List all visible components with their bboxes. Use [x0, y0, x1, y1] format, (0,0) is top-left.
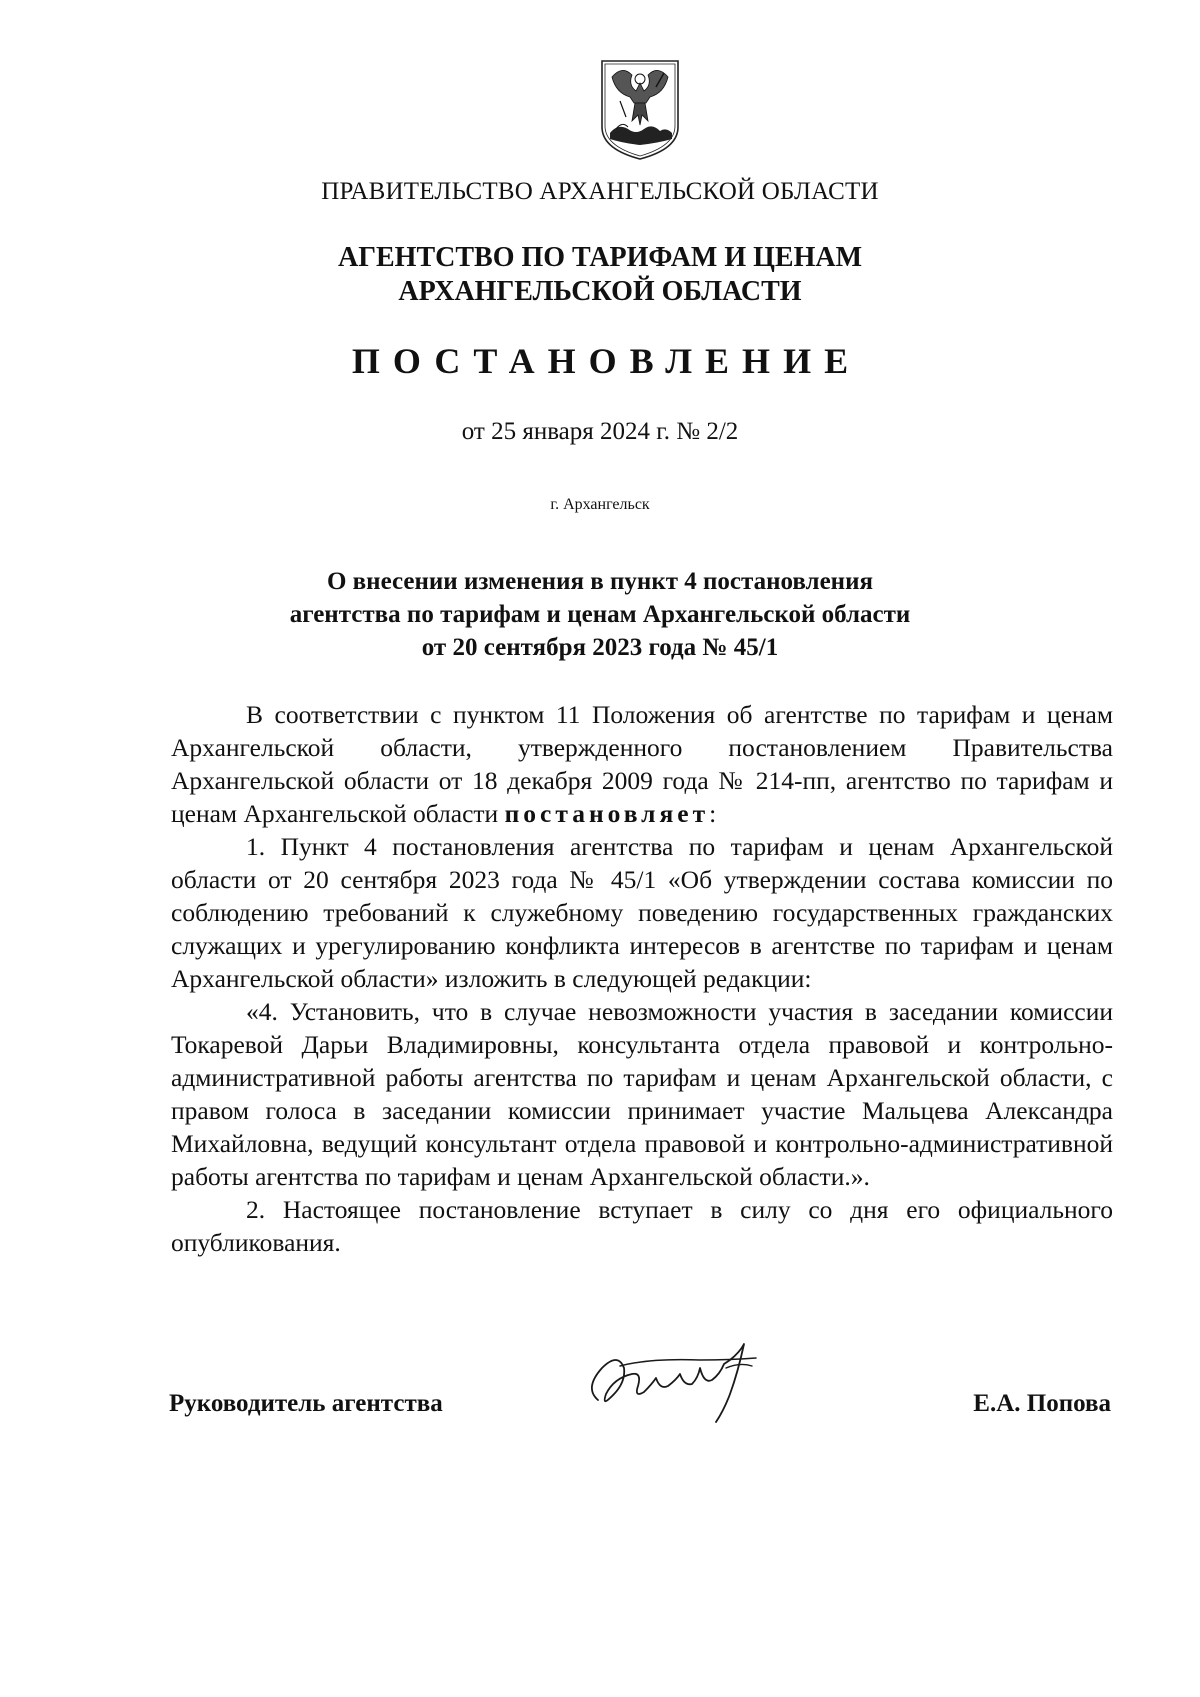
body-paragraph-2: 1. Пункт 4 постановления агентства по тарифам и ценам Архангельской области от 20 сентября 2023 года № 45/1 «Об утверждении состава комиссии по соблюдению требований к служебному поведению государственных гражданских служащих и урегулированию конфликта интересов в агентстве по тарифам и ценам Архангельской области» изложить в следующей редакции:	[171, 832, 1113, 993]
subject-line1: О внесении изменения в пункт 4 постановления	[326, 568, 873, 595]
signatory-title: Руководитель агентства	[169, 1390, 443, 1417]
body-paragraph-4: 2. Настоящее постановление вступает в силу со дня его официального опубликования.	[171, 1195, 1113, 1257]
government-name: ПРАВИТЕЛЬСТВО АРХАНГЕЛЬСКОЙ ОБЛАСТИ	[321, 178, 879, 205]
body-paragraph-1	[171, 698, 1113, 830]
document-body	[171, 698, 1113, 1259]
document-date-number: от 25 января 2024 г. № 2/2	[461, 418, 739, 445]
signatory-name: Е.А. Попова	[973, 1390, 1111, 1417]
document-subject	[0, 565, 1200, 664]
resolution-keyword: постановляет	[504, 799, 710, 828]
document-type: ПОСТАНОВЛЕНИЕ	[351, 341, 862, 381]
agency-name-line2: АРХАНГЕЛЬСКОЙ ОБЛАСТИ	[398, 276, 802, 307]
coat-of-arms-icon	[598, 57, 682, 161]
body-paragraph-1-end: :	[709, 799, 717, 828]
handwritten-signature-icon	[580, 1338, 770, 1428]
document-city: г. Архангельск	[550, 496, 650, 513]
body-paragraph-1-text: В соответствии с пунктом 11 Положения об агентстве по тарифам и ценам Архангельской области, утвержденного постановлением Правительства Архангельской области от 18 декабря 2009 года № 214-пп, агентство по тарифам и ценам Архангельской области	[171, 700, 1113, 828]
body-paragraph-3: «4. Установить, что в случае невозможности участия в заседании комиссии Токаревой Дарьи Владимировны, консультанта отдела правовой и контрольно-административной работы агентства по тарифам и ценам Архангельской области, с правом голоса в заседании комиссии принимает участие Мальцева Александра Михайловна, ведущий консультант отдела правовой и контрольно-административной работы агентства по тарифам и ценам Архангельской области.».	[171, 997, 1113, 1191]
subject-line2: агентства по тарифам и ценам Архангельской области	[289, 601, 911, 628]
subject-line3: от 20 сентября 2023 года № 45/1	[421, 634, 779, 661]
agency-name-line1: АГЕНТСТВО ПО ТАРИФАМ И ЦЕНАМ	[337, 242, 863, 273]
agency-name	[0, 241, 1200, 309]
